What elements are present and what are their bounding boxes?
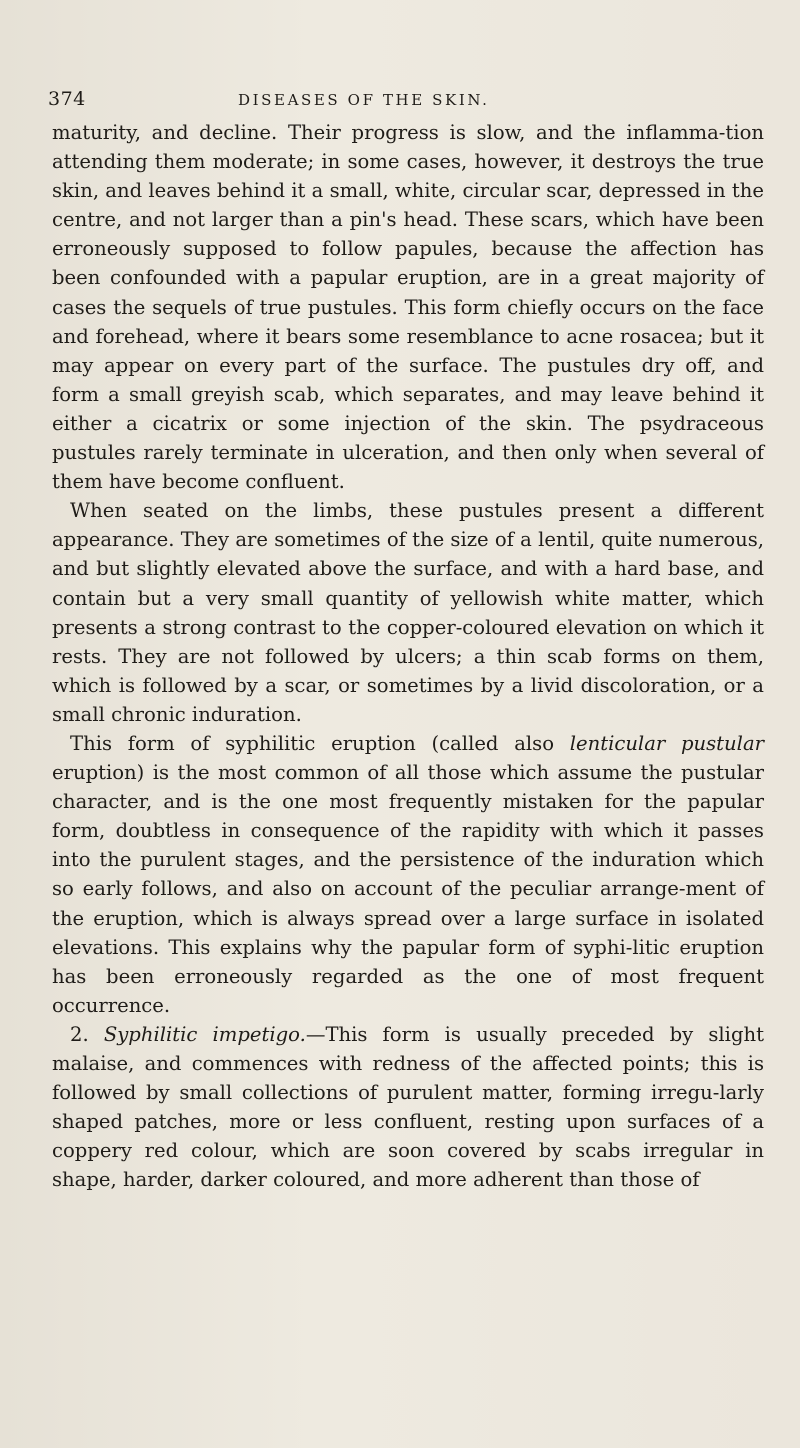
- paragraph-limbs: When seated on the limbs, these pustules present a different appearance. They are sometimes of the size of a lentil, quite numerous, and but slightly elevated above the surface, and with a hard base, and contain but a very small quantity of yellowish white matter, which presents a strong contrast to the copper-coloured elevation on which it rests. They are not followed by ulcers; a thin scab forms on them, which is followed by a scar, or sometimes by a livid discoloration, or a small chronic induration.: [52, 499, 765, 726]
- paragraph-lenticular-rest: eruption) is the most common of all those which assume the pustular character, and is the one most frequently mistaken for the papular form, doubtless in consequence of the rapidity with which it passes into the purulent stages, and the persistence of the induration which so early follows, and also on account of the peculiar arrange-ment of the eruption, which is always spread over a large surface in isolated elevations. This explains why the papular form of syphi-litic eruption has been erroneously regarded as the one of most frequent occurrence.: [52, 761, 764, 1017]
- page-header: [48, 88, 748, 118]
- paragraph-impetigo-rest: —This form is usually preceded by slight malaise, and commences with redness of the affected points; this is followed by small collections of purulent matter, forming irregu-larly shaped patches, more or less confluent, resting upon surfaces of a coppery red colour, which are soon covered by scabs irregular in shape, harder, darker coloured, and more adherent than those of: [52, 1022, 764, 1192]
- paragraph-continued: maturity, and decline. Their progress is slow, and the inflamma-tion attending them moderate; in some cases, however, it destroys the true skin, and leaves behind it a small, white, circular scar, depressed in the centre, and not larger than a pin's head. These scars, which have been erroneously supposed to follow papules, because the affection has been confounded with a papular eruption, are in a great majority of cases the sequels of true pustules. This form chiefly occurs on the face and forehead, where it bears some resemblance to acne rosacea; but it may appear on every part of the surface. The pustules dry off, and form a small greyish scab, which separates, and may leave behind it either a cicatrix or some injection of the skin. The psydraceous pustules rarely terminate in ulceration, and then only when several of them have become confluent.: [52, 121, 764, 494]
- section-number: 2.: [70, 1022, 104, 1046]
- page-number: 374: [48, 88, 86, 110]
- paragraph-lenticular-lead: This form of syphilitic eruption (called also: [70, 731, 570, 755]
- term-lenticular-pustular: lenticular pustular: [569, 731, 764, 755]
- paragraph-impetigo: [52, 1020, 764, 1195]
- paragraph-lenticular: [52, 729, 764, 1020]
- body-text: [52, 118, 764, 1194]
- running-head: DISEASES OF THE SKIN.: [238, 91, 490, 109]
- term-syphilitic-impetigo: Syphilitic impetigo.: [103, 1022, 306, 1046]
